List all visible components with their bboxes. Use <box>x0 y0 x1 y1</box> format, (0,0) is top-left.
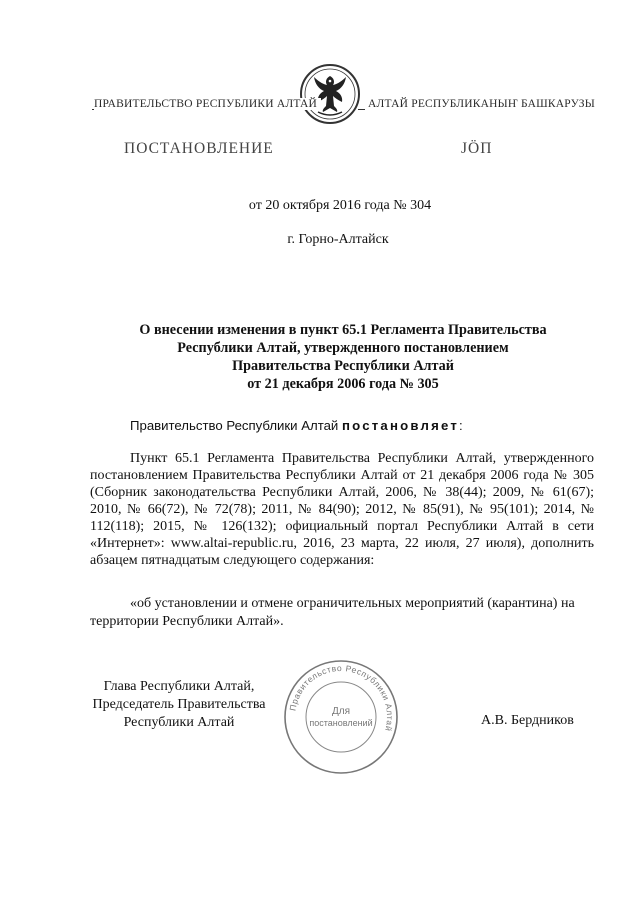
doc-type-ru: ПОСТАНОВЛЕНИЕ <box>124 140 274 157</box>
resolution-lead: Правительство Республики Алтай <box>130 418 339 433</box>
title-line: Республики Алтай, утвержденного постановлением <box>177 340 509 356</box>
document-title <box>110 321 576 393</box>
position-line: Председатель Правительства <box>92 697 266 712</box>
title-line: О внесении изменения в пункт 65.1 Регламента Правительства <box>139 322 547 338</box>
body-paragraph: Пункт 65.1 Регламента Правительства Республики Алтай, утвержденного постановлением Правительства Республики Алтай от 21 декабря 2006 года № 305 (Сборник законодательства Республики Алтай, 2006, № 38(44); 2009, № 61(67); 2010, № 66(72), № 72(78); 2011, № 84(90); 2012, № 85(91), № 95(101); 2014, № 112(118); 2015, № 126(132); официальный портал Республики Алтай в сети «Интернет»: www.altai-republic.ru, 2016, 23 марта, 22 июля, 27 июля), дополнить абзацем пятнадцатым следующего содержания: <box>90 451 594 568</box>
position-line: Глава Республики Алтай, <box>103 679 255 694</box>
resolution-colon: : <box>459 418 463 433</box>
resolution-verb: постановляет <box>341 418 459 433</box>
stamp-ring-text: Правительство Республики Алтай <box>287 662 396 733</box>
body-quote: «об установлении и отмене ограничительных мероприятий (карантина) на территории Республики Алтай». <box>90 596 575 629</box>
title-line: Правительства Республики Алтай <box>232 358 454 374</box>
stamp-center-line1: Для <box>331 706 351 717</box>
doc-type-alt: JÖП <box>461 140 493 157</box>
title-line: от 21 декабря 2006 года № 305 <box>247 376 439 392</box>
document-city: г. Горно-Алтайск <box>287 232 389 247</box>
resolution-line <box>130 418 463 433</box>
coat-of-arms-emblem-icon <box>298 62 362 126</box>
signer-name: А.В. Бердников <box>481 713 574 728</box>
signature-position <box>84 678 274 732</box>
header-government-name-alt: АЛТАЙ РЕСПУБЛИКАНЫҤ БАШКАРУЗЫ <box>365 98 595 110</box>
stamp-center-line2: постановлений <box>309 718 373 728</box>
official-stamp-icon <box>281 657 401 777</box>
header-government-name-ru: ПРАВИТЕЛЬСТВО РЕСПУБЛИКИ АЛТАЙ <box>94 98 321 110</box>
position-line: Республики Алтай <box>123 715 235 730</box>
document-date-number: от 20 октября 2016 года № 304 <box>248 198 432 213</box>
